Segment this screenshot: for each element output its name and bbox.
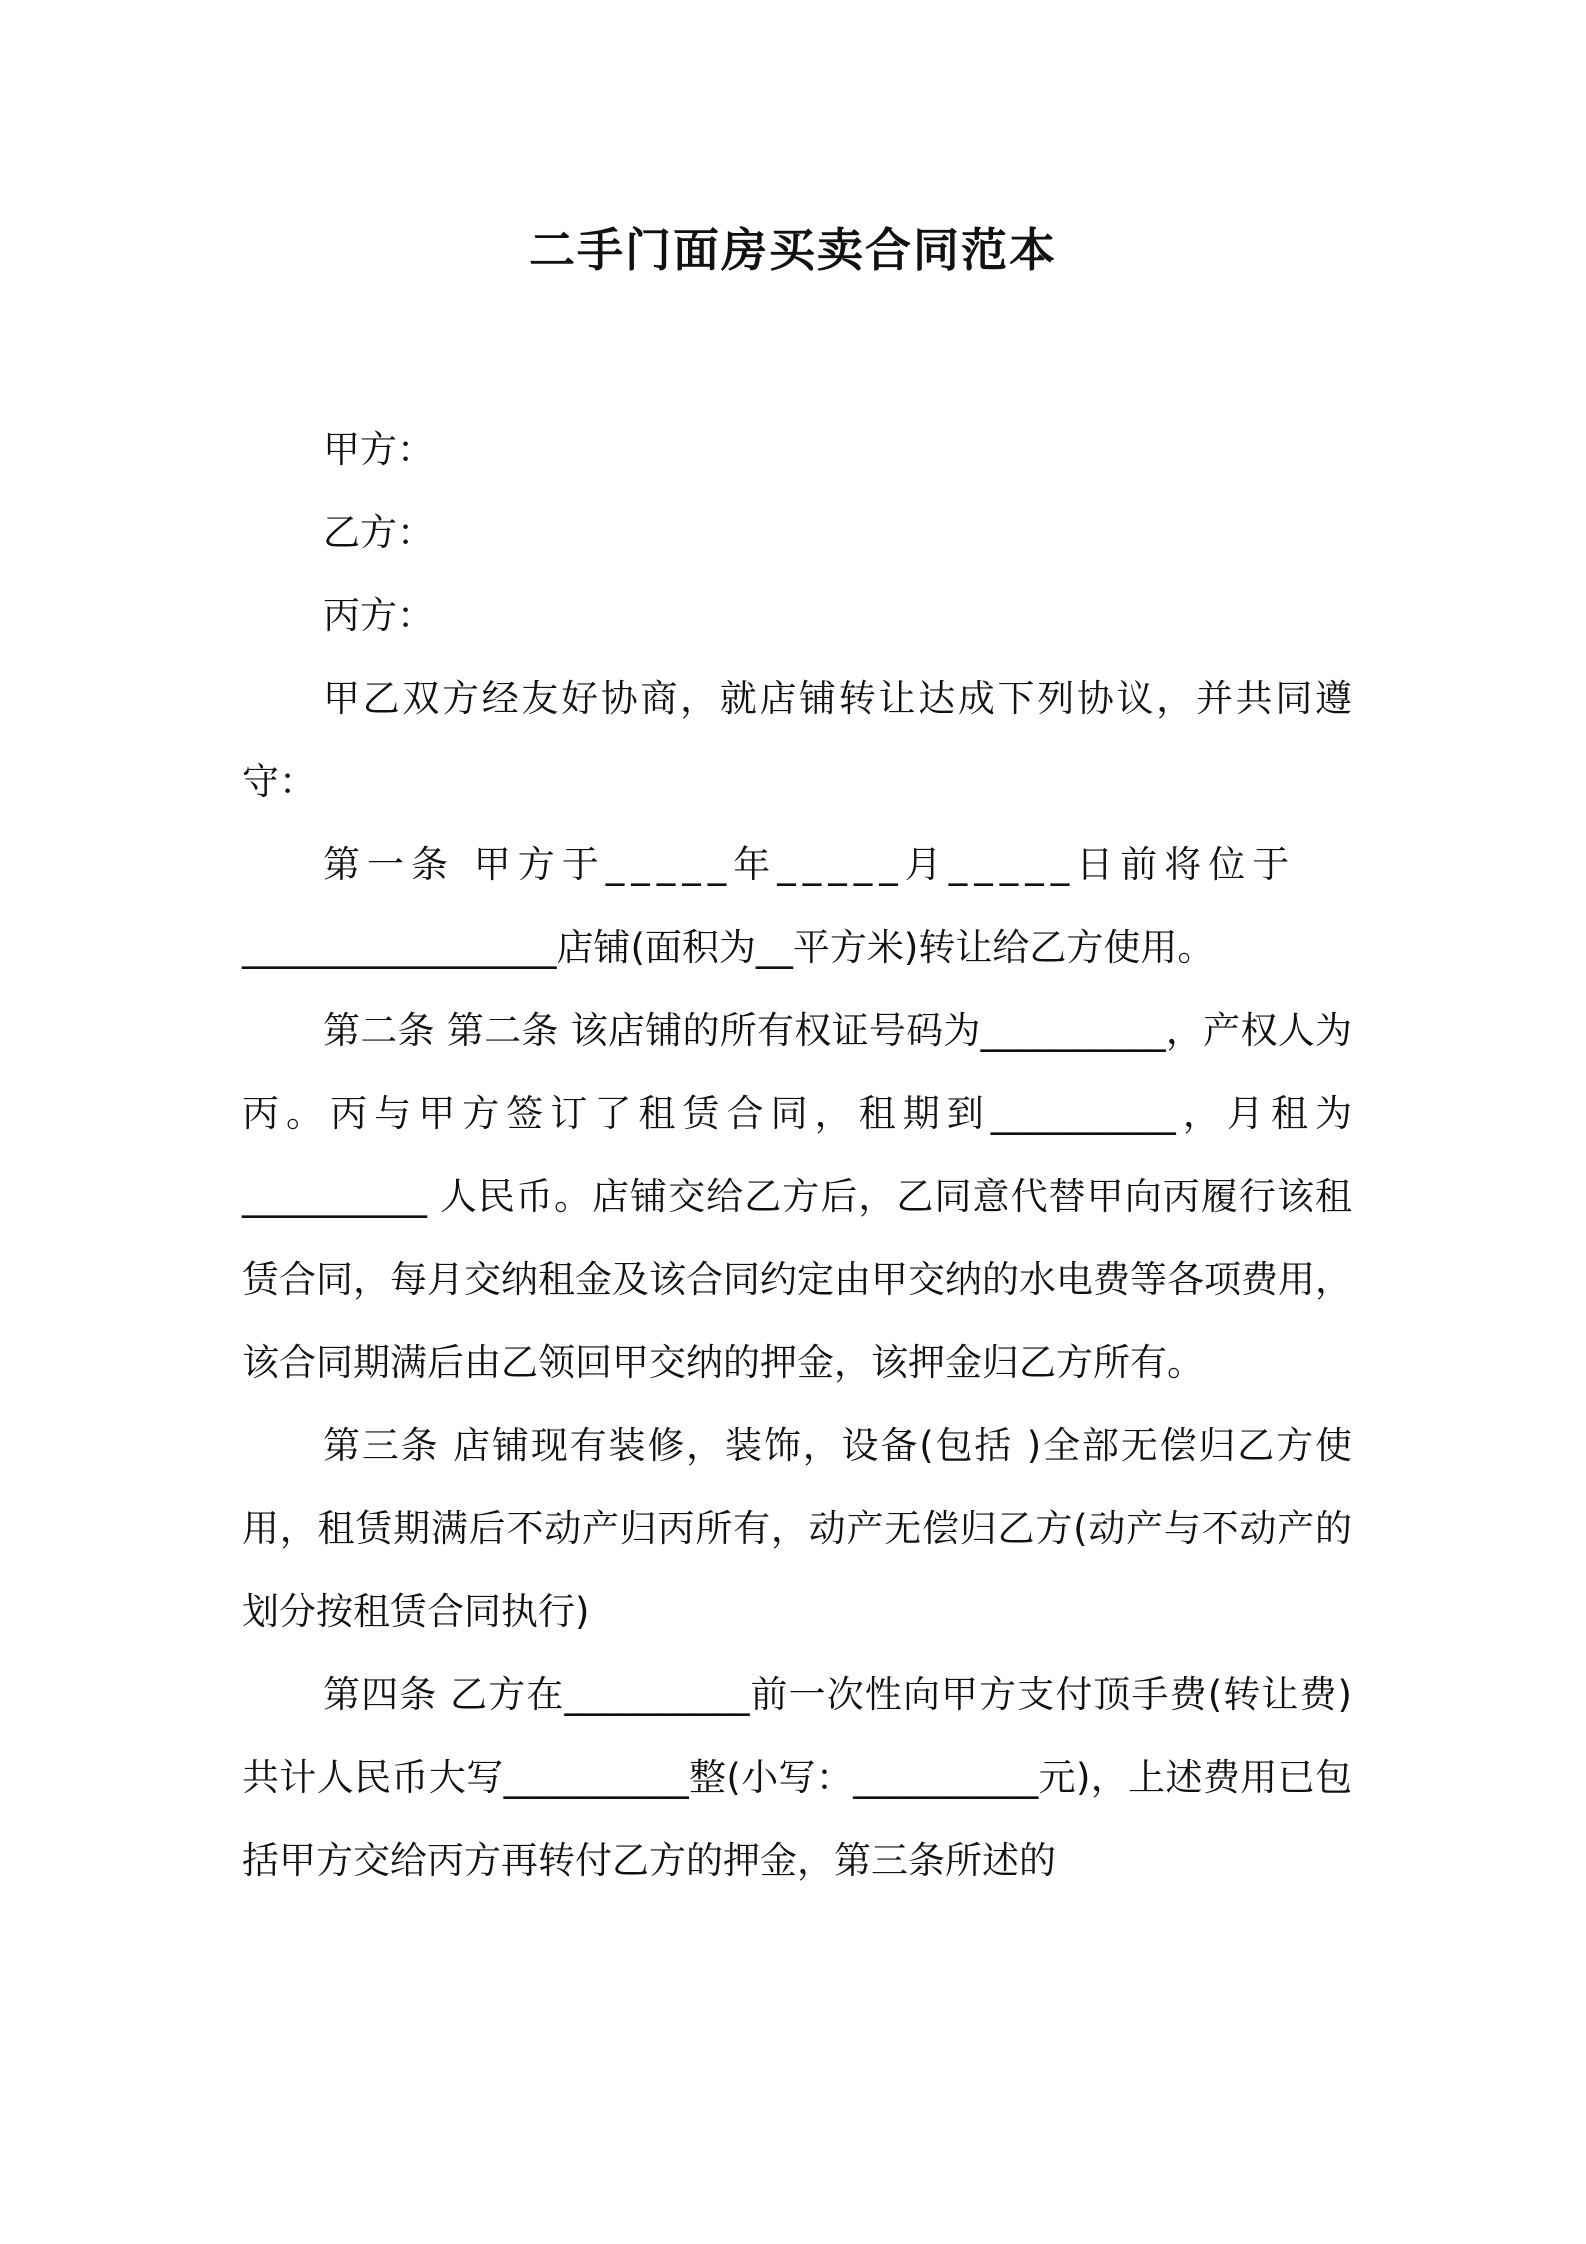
preamble-paragraph: 甲乙双方经友好协商，就店铺转让达成下列协议，并共同遵守： [242,677,1352,803]
party-b-line: 乙方： [323,511,434,554]
article-4-paragraph: 第四条 乙方在__________前一次性向甲方支付顶手费(转让费)共计人民币大写__________整(小写：__________元)，上述费用已包括甲方交给丙方再转付乙方的押金，第三条所述的 [242,1673,1352,1882]
article-1-line-2: _________________店铺(面积为__平方米)转让给乙方使用。 [242,926,1215,969]
document-body [242,408,1352,1902]
document-title: 二手门面房买卖合同范本 [529,223,1057,277]
article-2-paragraph: 第二条 第二条 该店铺的所有权证号码为__________，产权人为丙。丙与甲方签订了租赁合同，租期到__________，月租为__________ 人民币。店铺交给乙方后，乙同意代替甲向丙履行该租赁合同，每月交纳租金及该合同约定由甲交纳的水电费等各项费用，该合同期满后由乙领回甲交纳的押金，该押金归乙方所有。 [242,1009,1352,1384]
article-1-line-1: 第一条 甲方于_____年_____月_____日前将位于 [323,843,1297,886]
party-a-line: 甲方： [323,428,434,471]
party-c-line: 丙方： [323,594,434,637]
article-3-paragraph: 第三条 店铺现有装修，装饰，设备(包括 )全部无偿归乙方使用，租赁期满后不动产归丙所有，动产无偿归乙方(动产与不动产的划分按租赁合同执行) [242,1424,1352,1633]
